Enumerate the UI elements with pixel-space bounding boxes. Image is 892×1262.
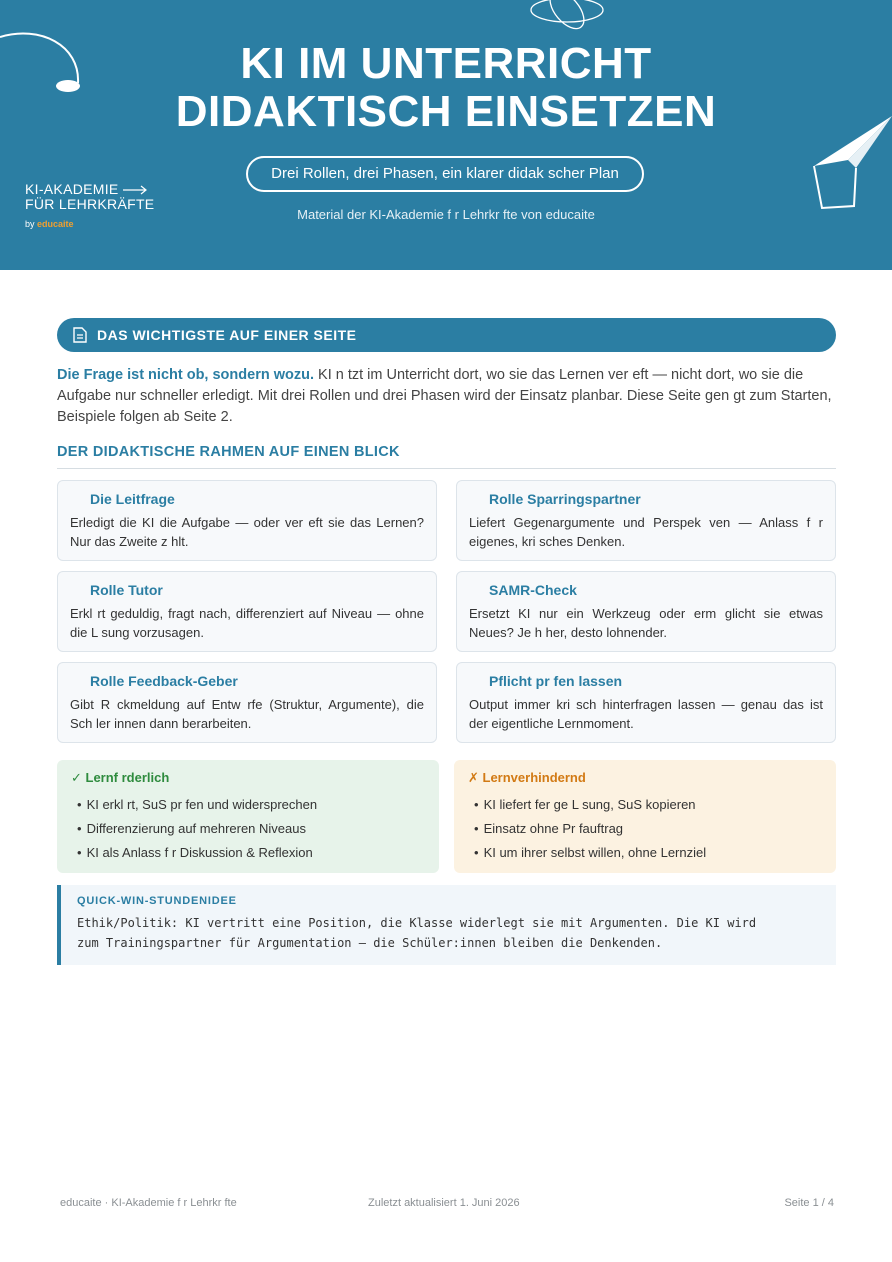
card-text: Liefert Gegenargumente und Perspek ven — Anlass f r eigenes, kri sches Denken.	[469, 515, 823, 549]
dont-list-box	[454, 760, 836, 873]
quickwin-line-1: Ethik/Politik: KI vertritt eine Position, die Klasse widerlegt sie mit Argumenten. Die KI wird	[77, 916, 757, 930]
list-item: • Einsatz ohne Pr fauftrag	[474, 817, 822, 841]
footer-left: educaite · KI-Akademie f r Lehrkr fte	[60, 1197, 237, 1209]
page-header	[0, 0, 892, 270]
list-item: • KI liefert fer ge L sung, SuS kopieren	[474, 793, 822, 817]
do-list-title: ✓ Lernf rderlich	[71, 770, 170, 785]
card-tutor	[57, 571, 437, 652]
list-item: • KI als Anlass f r Diskussion & Reflexion	[77, 841, 425, 865]
card-sparringspartner	[456, 480, 836, 561]
subtitle-pill: Drei Rollen, drei Phasen, ein klarer didak scher Plan	[246, 156, 644, 192]
intro-paragraph	[57, 365, 836, 428]
title-line-2: DIDAKTISCH EINSETZEN	[175, 87, 717, 136]
academy-logo	[25, 182, 154, 229]
card-text: Erkl rt geduldig, fragt nach, differenziert auf Niveau — ohne die L sung vorzusagen.	[70, 606, 424, 640]
card-text: Ersetzt KI nur ein Werkzeug oder erm glicht sie etwas Neues? Je h her, desto lohnender.	[469, 606, 823, 640]
card-title: Rolle Sparringspartner	[489, 491, 641, 507]
document-icon	[73, 327, 87, 343]
footer-updated: Zuletzt aktualisiert 1. Juni 2026	[368, 1197, 520, 1209]
card-feedback-geber	[57, 662, 437, 743]
logo-byline: by educaite	[25, 219, 74, 229]
material-note: Material der KI-Akademie f r Lehrkr fte von educaite	[297, 207, 595, 222]
card-text: Output immer kri sch hinterfragen lassen — genau das ist der eigentliche Lernmoment.	[469, 697, 823, 731]
framework-heading: DER DIDAKTISCHE RAHMEN AUF EINEN BLICK	[57, 444, 836, 469]
card-leitfrage	[57, 480, 437, 561]
quickwin-line-2: zum Trainingspartner für Argumentation — die Schüler:innen bleiben die Denkenden.	[77, 936, 663, 950]
card-text: Gibt R ckmeldung auf Entw rfe (Struktur, Argumente), die Sch ler innen dann berarbeiten.	[70, 697, 424, 731]
quickwin-box	[57, 885, 836, 965]
list-item: • KI erkl rt, SuS pr fen und widersprechen	[77, 793, 425, 817]
card-title: Pflicht pr fen lassen	[489, 673, 623, 689]
card-samr-check	[456, 571, 836, 652]
quickwin-text	[77, 913, 820, 953]
atom-decoration-icon	[525, 0, 610, 35]
logo-line-1: KI-AKADEMIE	[25, 182, 154, 197]
card-title: Rolle Tutor	[90, 582, 163, 598]
list-item: • KI um ihrer selbst willen, ohne Lernziel	[474, 841, 822, 865]
do-list-box	[57, 760, 439, 873]
title-line-1: KI IM UNTERRICHT	[240, 39, 652, 88]
card-title: Die Leitfrage	[90, 491, 175, 507]
card-text: Erledigt die KI die Aufgabe — oder ver eft sie das Lernen? Nur das Zweite z hlt.	[70, 515, 424, 549]
arrow-right-icon	[123, 185, 149, 195]
intro-text: KI n tzt im Unterricht dort, wo sie das Lernen ver eft — nicht dort, wo sie die Aufgabe nur schneller erledigt. Mit drei Rollen und drei Phasen wird der Einsatz planbar. Diese Seite gen gt zum Starten, Beispiele folgen ab Seite 2.	[57, 367, 832, 425]
card-title: Rolle Feedback-Geber	[90, 673, 238, 689]
intro-lead: Die Frage ist nicht ob, sondern wozu.	[57, 367, 314, 383]
page-number: Seite 1 / 4	[784, 1197, 834, 1209]
section-title: DAS WICHTIGSTE AUF EINER SEITE	[97, 327, 357, 343]
logo-line-2: FÜR LEHRKRÄFTE	[25, 196, 155, 212]
page-title	[0, 40, 892, 136]
card-pflicht-pruefen	[456, 662, 836, 743]
quickwin-title: QUICK-WIN-STUNDENIDEE	[77, 895, 237, 907]
section-header	[57, 318, 836, 352]
dont-list-title: ✗ Lernverhindernd	[468, 770, 586, 785]
list-item: • Differenzierung auf mehreren Niveaus	[77, 817, 425, 841]
card-title: SAMR-Check	[489, 582, 577, 598]
